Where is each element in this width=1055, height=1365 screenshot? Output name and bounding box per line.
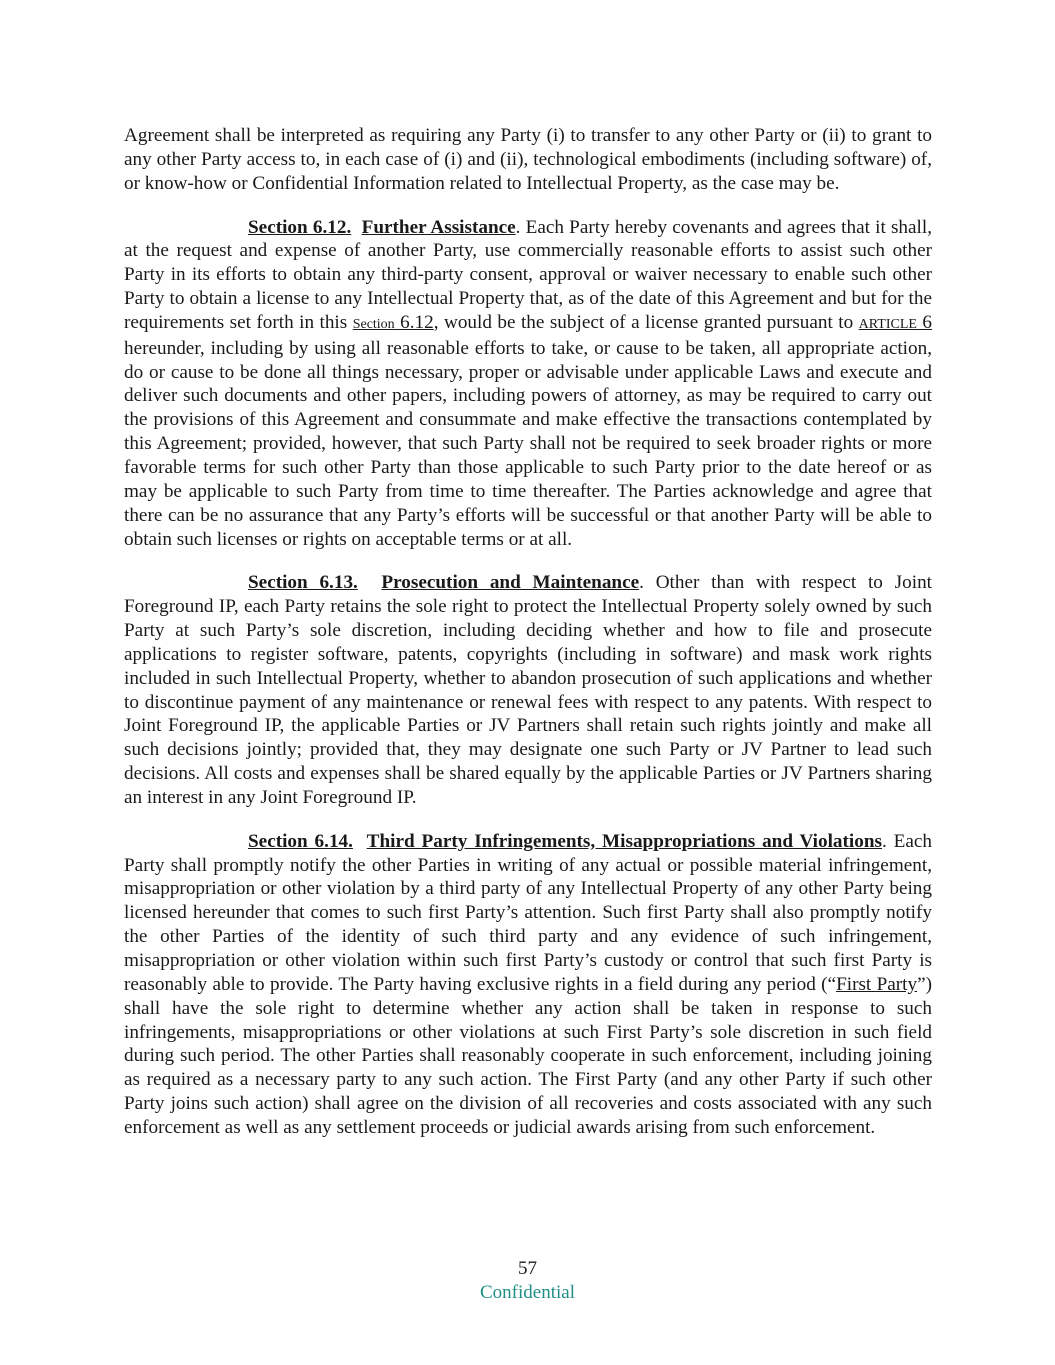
section-cross-reference-word: Section — [352, 316, 395, 332]
section-6-12-paragraph — [124, 216, 932, 552]
continued-paragraph: Agreement shall be interpreted as requiring any Party (i) to transfer to any other Party or (ii) to grant to any other Party access to, in each case of (i) and (ii), technological embodiments (including software) of, or know-how or Confidential Information related to Intellectual Property, as the case may be. — [124, 125, 932, 194]
section-6-14-title: Third Party Infringements, Misappropriations and Violations — [366, 830, 882, 852]
article-cross-reference-word: ARTICLE — [858, 316, 917, 332]
section-6-13-paragraph — [124, 571, 932, 809]
section-6-14-text-2: ”) shall have the sole right to determine whether any action shall be taken in response to such infringements, misappropriations or other violations at such First Party’s sole discretion in such field during such period. The other Parties shall reasonably cooperate in such enforcement, including joining as required as a necessary party to any such action. The First Party (and any other Party if such other Party joins such action) shall agree on the division of all recoveries and costs associated with any such enforcement as well as any settlement proceeds or judicial awards arising from such enforcement. — [124, 973, 932, 1138]
page-number: 57 — [518, 1258, 537, 1279]
section-6-14-paragraph — [124, 830, 932, 1140]
confidential-label: Confidential — [480, 1282, 575, 1303]
section-6-14-text-1: . Each Party shall promptly notify the other Parties in writing of any actual or possible material infringement, misappropriation or other violation by a third party of any Intellectual Property of any other Party being licensed hereunder that comes to such first Party’s attention. Such first Party shall also promptly notify the other Parties of the identity of such third party and any evidence of such infringement, misappropriation or other violation within such first Party’s custody or control that such first Party is reasonably able to provide. The Party having exclusive rights in a field during any period (“ — [124, 830, 932, 995]
section-6-13-text: . Other than with respect to Joint Foreground IP, each Party retains the sole right to protect the Intellectual Property solely owned by such Party at such Party’s sole discretion, including deciding whether and how to file and prosecute applications to register software, patents, copyrights (including in software) and mask work rights included in such Intellectual Property, whether to abandon prosecution of such applications and whether to discontinue payment of any maintenance or renewal fees with respect to any patents. With respect to Joint Foreground IP, the applicable Parties or JV Partners shall retain such rights jointly and make all such decisions jointly; provided that, they may designate one such Party or JV Partner to lead such decisions. All costs and expenses shall be shared equally by the applicable Parties or JV Partners sharing an interest in any Joint Foreground IP. — [124, 572, 932, 808]
document-body — [124, 124, 932, 1160]
defined-term-first-party: First Party — [836, 973, 918, 995]
section-cross-reference-number: 6.12 — [394, 311, 434, 333]
section-6-12-title: Further Assistance — [361, 216, 516, 238]
section-6-12-text-3: hereunder, including by using all reasonable efforts to take, or cause to be taken, all appropriate action, do or cause to be done all things necessary, proper or advisable under applicable Laws and execute and deliver such documents and other papers, including powers of attorney, as may be required to carry out the provisions of this Agreement and consummate and make effective the transactions contemplated by this Agreement; provided, however, that such Party shall not be required to seek broader rights or more favorable terms for such other Party than those applicable to such Party prior to the date hereof or as may be applicable to such Party from time to time thereafter. The Parties acknowledge and agree that there can be no assurance that any Party’s efforts will be successful or that another Party will be able to obtain such licenses or rights on acceptable terms or at all. — [124, 337, 932, 550]
section-6-13-title: Prosecution and Maintenance — [381, 572, 640, 594]
section-6-12-text-1: . Each Party hereby covenants and agrees that it shall, at the request and expense of another Party, use commercially reasonable efforts to assist such other Party in its efforts to obtain any third-party consent, approval or waiver necessary to enable such other Party to obtain a license to any Intellectual Property that, as of the date of this Agreement and but for the requirements set forth in this — [124, 216, 933, 333]
section-6-13-number: Section 6.13. — [248, 572, 358, 594]
section-6-14-number: Section 6.14. — [248, 830, 353, 852]
section-6-12-number: Section 6.12. — [248, 216, 352, 238]
article-cross-reference-number: 6 — [916, 311, 932, 333]
section-6-12-text-2: , would be the subject of a license granted pursuant to — [433, 311, 859, 333]
